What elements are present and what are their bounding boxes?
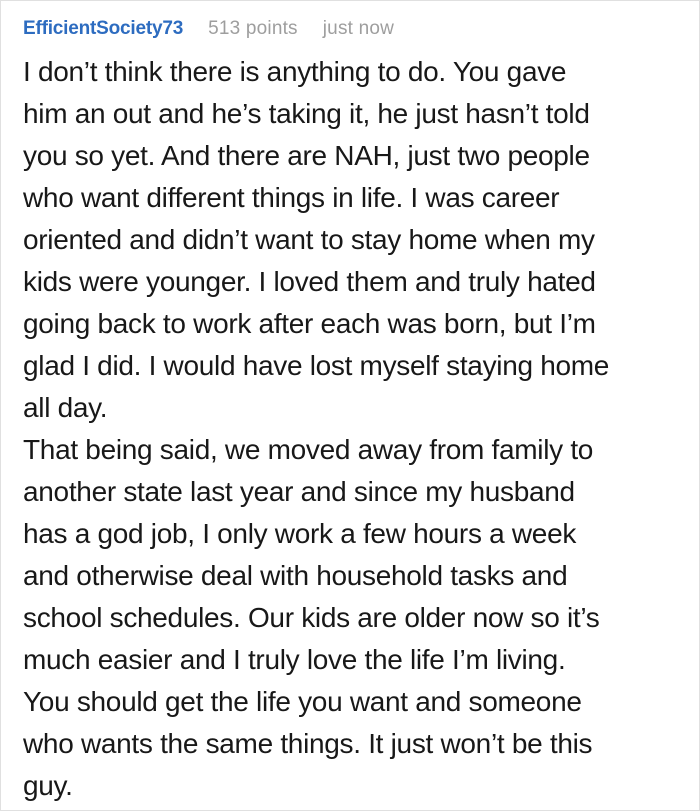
comment-paragraph [23,51,679,429]
comment-line: glad I did. I would have lost myself staying home [23,350,610,381]
comment-paragraph [23,429,679,807]
comment-line: school schedules. Our kids are older now so it’s [23,602,600,633]
comment-line: all day. [23,392,108,423]
comment-line: has a god job, I only work a few hours a week [23,518,577,549]
comment-line: another state last year and since my husband [23,476,575,507]
comment-line: kids were younger. I loved them and truly hated [23,266,596,297]
comment-line: and otherwise deal with household tasks and [23,560,568,591]
comment-header [23,18,679,40]
comment-body [23,51,679,807]
comment-line: You should get the life you want and someone [23,686,582,717]
comment-line: who want different things in life. I was career [23,182,560,213]
comment-timestamp: just now [322,18,395,39]
comment-points: 513 points [208,18,298,39]
comment-line: much easier and I truly love the life I’m living. [23,644,566,675]
comment-line: him an out and he’s taking it, he just hasn’t told [23,98,590,129]
comment-line: oriented and didn’t want to stay home when my [23,224,595,255]
comment-line: who wants the same things. It just won’t be this [23,728,593,759]
comment-line: guy. [23,770,73,801]
comment-line: you so yet. And there are NAH, just two people [23,140,590,171]
comment-line: That being said, we moved away from family to [23,434,594,465]
comment-author-link[interactable]: EfficientSociety73 [23,18,184,39]
comment-line: I don’t think there is anything to do. You gave [23,56,567,87]
comment-line: going back to work after each was born, but I’m [23,308,596,339]
